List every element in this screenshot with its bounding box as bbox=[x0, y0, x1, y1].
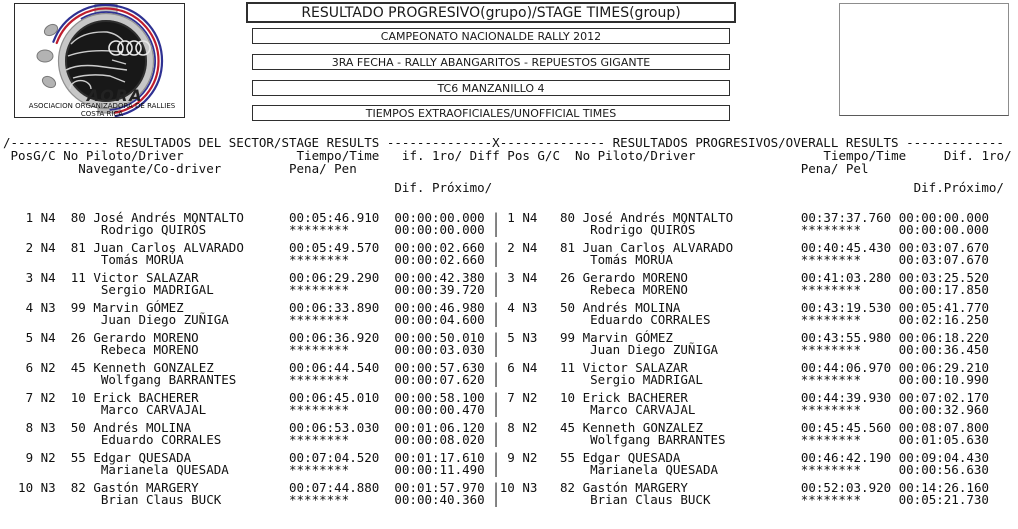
sector-results-title: RESULTADOS DEL SECTOR/STAGE RESULTS bbox=[115, 135, 380, 150]
overall-car-number: 81 bbox=[560, 240, 576, 255]
overall-col-pos: Pos bbox=[507, 148, 530, 163]
panel-separator-bar: | bbox=[492, 390, 500, 405]
row-line-codriver bbox=[3, 224, 1012, 236]
overall-car-number: 11 bbox=[560, 360, 576, 375]
panel-separator-bar: | bbox=[492, 402, 500, 417]
overall-codriver-name: Wolfgang BARRANTES bbox=[590, 432, 801, 447]
overall-results-title: RESULTADOS PROGRESIVOS/OVERALL RESULTS bbox=[612, 135, 899, 150]
overall-diff-to-previous: 00:00:17.850 bbox=[898, 282, 989, 297]
panel-separator-bar: | bbox=[492, 360, 500, 375]
sector-stage-time: 00:07:04.520 bbox=[289, 450, 380, 465]
sector-diff-to-first: 00:00:46.980 bbox=[394, 300, 485, 315]
table-row bbox=[3, 362, 1012, 386]
overall-total-time: 00:46:42.190 bbox=[800, 450, 892, 465]
overall-total-time: 00:43:19.530 bbox=[800, 300, 892, 315]
sector-codriver-name: Eduardo CORRALES bbox=[100, 432, 289, 447]
event-box bbox=[252, 54, 730, 70]
overall-driver-name: Juan Carlos ALVARADO bbox=[582, 240, 801, 255]
sector-diff-to-first: 00:00:50.010 bbox=[394, 330, 485, 345]
sector-car-number: 99 bbox=[63, 300, 86, 315]
sector-diff-to-first: 00:00:58.100 bbox=[394, 390, 485, 405]
overall-col-diff-next: Dif.Próximo/ bbox=[913, 180, 1004, 195]
sector-penalty: ******** bbox=[289, 282, 380, 297]
overall-codriver-name: Rodrigo QUIRÓS bbox=[590, 222, 801, 237]
sector-driver-name: Kenneth GONZALEZ bbox=[93, 360, 290, 375]
overall-diff-to-previous: 00:00:32.960 bbox=[898, 402, 989, 417]
sector-diff-to-previous: 00:00:39.720 bbox=[394, 282, 485, 297]
sector-col-codriver: Navegante/Co-driver bbox=[78, 161, 222, 176]
sector-driver-name: Juan Carlos ALVARADO bbox=[93, 240, 290, 255]
row-line-codriver bbox=[3, 464, 1012, 476]
sector-penalty: ******** bbox=[289, 312, 380, 327]
sector-driver-name: Victor SALAZAR bbox=[93, 270, 290, 285]
sector-car-number: 10 bbox=[63, 390, 86, 405]
sector-pos: 8 bbox=[3, 420, 34, 435]
sector-diff-to-previous: 00:00:08.020 bbox=[394, 432, 485, 447]
overall-driver-name: Marvin GÓMEZ bbox=[582, 330, 801, 345]
results-rows bbox=[3, 212, 1012, 506]
sector-driver-name: Marvin GÓMEZ bbox=[93, 300, 290, 315]
overall-penalty: ******** bbox=[800, 222, 899, 237]
overall-pos: 9 bbox=[499, 450, 515, 465]
panel-separator-bar: | bbox=[492, 450, 500, 465]
panel-separator-bar: | bbox=[492, 312, 500, 327]
overall-group-class: N3 bbox=[522, 480, 538, 495]
sector-car-number: 82 bbox=[63, 480, 86, 495]
sector-codriver-name: Tomás MORÚA bbox=[100, 252, 289, 267]
sector-car-number: 50 bbox=[63, 420, 86, 435]
overall-diff-to-first: 00:07:02.170 bbox=[898, 390, 989, 405]
overall-diff-to-previous: 00:00:10.990 bbox=[898, 372, 989, 387]
column-headers-line-2 bbox=[3, 162, 1012, 175]
sector-pos: 6 bbox=[3, 360, 34, 375]
sector-diff-to-previous: 00:00:11.490 bbox=[394, 462, 485, 477]
sector-pos: 2 bbox=[3, 240, 34, 255]
overall-penalty: ******** bbox=[800, 312, 899, 327]
results-text bbox=[3, 136, 1012, 512]
overall-car-number: 45 bbox=[560, 420, 576, 435]
sector-group-class: N4 bbox=[40, 330, 56, 345]
overall-diff-to-first: 00:06:29.210 bbox=[898, 360, 989, 375]
sector-col-no: No bbox=[63, 148, 79, 163]
sector-codriver-name: Wolfgang BARRANTES bbox=[100, 372, 289, 387]
panel-separator-bar: | bbox=[492, 210, 500, 225]
overall-col-time: Tiempo/Time bbox=[823, 148, 907, 163]
overall-group-class: N4 bbox=[522, 240, 538, 255]
overall-total-time: 00:44:06.970 bbox=[800, 360, 892, 375]
aora-watch-logo bbox=[15, 4, 184, 117]
sector-penalty: ******** bbox=[289, 492, 380, 507]
sector-penalty: ******** bbox=[289, 342, 380, 357]
organization-logo-box bbox=[14, 3, 185, 118]
overall-penalty: ******** bbox=[800, 402, 899, 417]
sector-car-number: 11 bbox=[63, 270, 86, 285]
overall-penalty: ******** bbox=[800, 492, 899, 507]
panel-separator-bar: | bbox=[492, 282, 500, 297]
table-row bbox=[3, 242, 1012, 266]
overall-group-class: N4 bbox=[522, 210, 538, 225]
row-line-codriver bbox=[3, 254, 1012, 266]
overall-pos: 2 bbox=[499, 240, 515, 255]
overall-total-time: 00:52:03.920 bbox=[800, 480, 892, 495]
sector-codriver-name: Marco CARVAJAL bbox=[100, 402, 289, 417]
sector-codriver-name: Rebeca MORENO bbox=[100, 342, 289, 357]
unofficial-times-label: TIEMPOS EXTRAOFICIALES/UNOFFICIAL TIMES bbox=[365, 106, 617, 120]
overall-car-number: 26 bbox=[560, 270, 576, 285]
table-row bbox=[3, 452, 1012, 476]
overall-codriver-name: Sergio MADRIGAL bbox=[590, 372, 801, 387]
sector-group-class: N4 bbox=[40, 270, 56, 285]
overall-driver-name: Edgar QUESADA bbox=[582, 450, 801, 465]
table-row bbox=[3, 212, 1012, 236]
overall-diff-to-previous: 00:01:05.630 bbox=[898, 432, 989, 447]
overall-codriver-name: Juan Diego ZUÑIGA bbox=[590, 342, 801, 357]
row-line-codriver bbox=[3, 404, 1012, 416]
panel-separator-bar: | bbox=[492, 432, 500, 447]
overall-total-time: 00:44:39.930 bbox=[800, 390, 892, 405]
sector-col-diff-next: Dif. Próximo/ bbox=[394, 180, 493, 195]
sector-col-time: Tiempo/Time bbox=[296, 148, 380, 163]
sector-diff-to-previous: 00:00:03.030 bbox=[394, 342, 485, 357]
overall-car-number: 99 bbox=[560, 330, 576, 345]
overall-penalty: ******** bbox=[800, 252, 899, 267]
overall-group-class: N4 bbox=[522, 360, 538, 375]
sector-pos: 5 bbox=[3, 330, 34, 345]
overall-diff-to-first: 00:05:41.770 bbox=[898, 300, 989, 315]
sector-diff-to-previous: 00:00:07.620 bbox=[394, 372, 485, 387]
sector-stage-time: 00:07:44.880 bbox=[289, 480, 380, 495]
overall-pos: 10 bbox=[499, 480, 515, 495]
overall-driver-name: Andrés MOLINA bbox=[582, 300, 801, 315]
overall-driver-name: Victor SALAZAR bbox=[582, 360, 801, 375]
overall-pos: 8 bbox=[499, 420, 515, 435]
overall-total-time: 00:41:03.280 bbox=[800, 270, 892, 285]
sector-penalty: ******** bbox=[289, 402, 380, 417]
sector-driver-name: Erick BACHERER bbox=[93, 390, 290, 405]
overall-total-time: 00:37:37.760 bbox=[800, 210, 892, 225]
sector-diff-to-first: 00:01:57.970 bbox=[394, 480, 485, 495]
report-title-box bbox=[246, 2, 736, 23]
overall-group-class: N2 bbox=[522, 450, 538, 465]
sector-col-driver: Piloto/Driver bbox=[85, 148, 184, 163]
sector-car-number: 81 bbox=[63, 240, 86, 255]
overall-codriver-name: Marianela QUESADA bbox=[590, 462, 801, 477]
panel-separator-bar: | bbox=[492, 222, 500, 237]
overall-penalty: ******** bbox=[800, 372, 899, 387]
overall-penalty: ******** bbox=[800, 342, 899, 357]
overall-col-driver: Piloto/Driver bbox=[597, 148, 696, 163]
org-name-line2: COSTA RICA bbox=[80, 110, 124, 117]
sector-penalty: ******** bbox=[289, 252, 380, 267]
sector-stage-time: 00:05:46.910 bbox=[289, 210, 380, 225]
sector-diff-to-previous: 00:00:00.470 bbox=[394, 402, 485, 417]
overall-car-number: 55 bbox=[560, 450, 576, 465]
stamp-box bbox=[839, 3, 1009, 116]
sector-group-class: N3 bbox=[40, 420, 56, 435]
table-row bbox=[3, 302, 1012, 326]
overall-total-time: 00:45:45.560 bbox=[800, 420, 892, 435]
sector-pos: 7 bbox=[3, 390, 34, 405]
sector-col-diff-first: if. 1ro/ Diff bbox=[401, 148, 500, 163]
table-row bbox=[3, 422, 1012, 446]
overall-total-time: 00:40:45.430 bbox=[800, 240, 892, 255]
sector-group-class: N4 bbox=[40, 240, 56, 255]
sector-pos: 4 bbox=[3, 300, 34, 315]
overall-col-diff-first: Dif. 1ro/ bbox=[943, 148, 1012, 163]
sector-diff-to-first: 00:00:42.380 bbox=[394, 270, 485, 285]
panel-separator-bar: | bbox=[492, 480, 500, 495]
overall-diff-to-first: 00:00:00.000 bbox=[898, 210, 989, 225]
sector-car-number: 26 bbox=[63, 330, 86, 345]
overall-driver-name: Kenneth GONZALEZ bbox=[582, 420, 801, 435]
table-row bbox=[3, 482, 1012, 506]
overall-codriver-name: Marco CARVAJAL bbox=[590, 402, 801, 417]
stage-box bbox=[252, 80, 730, 96]
unofficial-times-box bbox=[252, 105, 730, 121]
sector-stage-time: 00:06:29.290 bbox=[289, 270, 380, 285]
sector-driver-name: Gastón MARGERY bbox=[93, 480, 290, 495]
sector-pos: 3 bbox=[3, 270, 34, 285]
sector-penalty: ******** bbox=[289, 222, 380, 237]
table-row bbox=[3, 392, 1012, 416]
overall-diff-to-first: 00:14:26.160 bbox=[898, 480, 989, 495]
panel-separator-bar: | bbox=[492, 342, 500, 357]
sector-driver-name: Andrés MOLINA bbox=[93, 420, 290, 435]
overall-group-class: N3 bbox=[522, 300, 538, 315]
overall-group-class: N2 bbox=[522, 390, 538, 405]
overall-penalty: ******** bbox=[800, 432, 899, 447]
sector-codriver-name: Juan Diego ZUÑIGA bbox=[100, 312, 289, 327]
sector-codriver-name: Brian Claus BUCK bbox=[100, 492, 289, 507]
overall-codriver-name: Brian Claus BUCK bbox=[590, 492, 801, 507]
sector-codriver-name: Marianela QUESADA bbox=[100, 462, 289, 477]
overall-car-number: 80 bbox=[560, 210, 576, 225]
overall-driver-name: José Andrés MONTALTO bbox=[582, 210, 801, 225]
overall-diff-to-first: 00:08:07.800 bbox=[898, 420, 989, 435]
sector-pos: 1 bbox=[3, 210, 34, 225]
row-line-codriver bbox=[3, 434, 1012, 446]
overall-driver-name: Gerardo MORENO bbox=[582, 270, 801, 285]
overall-penalty: ******** bbox=[800, 282, 899, 297]
sector-stage-time: 00:06:33.890 bbox=[289, 300, 380, 315]
row-line-codriver bbox=[3, 314, 1012, 326]
sector-diff-to-first: 00:01:06.120 bbox=[394, 420, 485, 435]
sector-group-class: N3 bbox=[40, 300, 56, 315]
sector-group-class: N2 bbox=[40, 390, 56, 405]
sector-diff-to-previous: 00:00:04.600 bbox=[394, 312, 485, 327]
overall-diff-to-previous: 00:03:07.670 bbox=[898, 252, 989, 267]
panel-separator-bar: | bbox=[492, 270, 500, 285]
sector-diff-to-previous: 00:00:00.000 bbox=[394, 222, 485, 237]
overall-pos: 1 bbox=[499, 210, 515, 225]
sector-group-class: N3 bbox=[40, 480, 56, 495]
overall-group-class: N2 bbox=[522, 420, 538, 435]
sector-penalty: ******** bbox=[289, 372, 380, 387]
sector-diff-to-first: 00:01:17.610 bbox=[394, 450, 485, 465]
overall-diff-to-previous: 00:00:56.630 bbox=[898, 462, 989, 477]
overall-car-number: 10 bbox=[560, 390, 576, 405]
overall-group-class: N3 bbox=[522, 330, 538, 345]
sector-car-number: 80 bbox=[63, 210, 86, 225]
overall-col-group: G/C bbox=[537, 148, 560, 163]
sector-driver-name: Gerardo MORENO bbox=[93, 330, 290, 345]
overall-diff-to-previous: 00:00:00.000 bbox=[898, 222, 989, 237]
overall-diff-to-previous: 00:00:36.450 bbox=[898, 342, 989, 357]
sector-car-number: 45 bbox=[63, 360, 86, 375]
panel-separator-bar: | bbox=[492, 252, 500, 267]
sector-diff-to-first: 00:00:57.630 bbox=[394, 360, 485, 375]
watch-crown bbox=[40, 74, 57, 90]
panel-separator-bar: | bbox=[492, 372, 500, 387]
overall-pos: 4 bbox=[499, 300, 515, 315]
section-rule-line: /------------- RESULTADOS DEL SECTOR/STAGE RESULTS --------------X-------------- RESULTADOS PROGRESIVOS/OVERALL RESULTS ------------- bbox=[3, 135, 1004, 150]
overall-group-class: N4 bbox=[522, 270, 538, 285]
overall-codriver-name: Rebeca MORENO bbox=[590, 282, 801, 297]
row-line-codriver bbox=[3, 284, 1012, 296]
panel-separator-bar: | bbox=[492, 420, 500, 435]
overall-pos: 6 bbox=[499, 360, 515, 375]
overall-penalty: ******** bbox=[800, 462, 899, 477]
overall-diff-to-first: 00:03:25.520 bbox=[898, 270, 989, 285]
sector-diff-to-first: 00:00:02.660 bbox=[394, 240, 485, 255]
overall-driver-name: Gastón MARGERY bbox=[582, 480, 801, 495]
overall-codriver-name: Eduardo CORRALES bbox=[590, 312, 801, 327]
sector-group-class: N4 bbox=[40, 210, 56, 225]
sector-col-pen: Pena/ Pen bbox=[289, 161, 357, 176]
sector-stage-time: 00:06:44.540 bbox=[289, 360, 380, 375]
column-headers-line-3 bbox=[3, 181, 1012, 194]
sector-col-pos: Pos bbox=[10, 148, 34, 163]
sector-codriver-name: Rodrigo QUIRÓS bbox=[100, 222, 289, 237]
overall-codriver-name: Tomás MORÚA bbox=[590, 252, 801, 267]
overall-pos: 7 bbox=[499, 390, 515, 405]
sector-driver-name: Edgar QUESADA bbox=[93, 450, 290, 465]
overall-col-no: No bbox=[575, 148, 591, 163]
org-abbreviation: AORA bbox=[86, 86, 144, 105]
table-row bbox=[3, 332, 1012, 356]
panel-separator-bar: | bbox=[492, 462, 500, 477]
table-row bbox=[3, 272, 1012, 296]
overall-total-time: 00:43:55.980 bbox=[800, 330, 892, 345]
sector-col-group: G/C bbox=[33, 148, 56, 163]
overall-diff-to-previous: 00:05:21.730 bbox=[898, 492, 989, 507]
sector-group-class: N2 bbox=[40, 450, 56, 465]
championship-label: CAMPEONATO NACIONALDE RALLY 2012 bbox=[380, 29, 602, 43]
row-line-codriver bbox=[3, 494, 1012, 506]
sector-diff-to-previous: 00:00:02.660 bbox=[394, 252, 485, 267]
sector-penalty: ******** bbox=[289, 432, 380, 447]
sector-diff-to-first: 00:00:00.000 bbox=[394, 210, 485, 225]
sector-stage-time: 00:06:45.010 bbox=[289, 390, 380, 405]
panel-separator-bar: | bbox=[492, 300, 500, 315]
sector-penalty: ******** bbox=[289, 462, 380, 477]
sector-stage-time: 00:05:49.570 bbox=[289, 240, 380, 255]
report-title: RESULTADO PROGRESIVO(grupo)/STAGE TIMES(group) bbox=[301, 4, 681, 21]
sector-diff-to-previous: 00:00:40.360 bbox=[394, 492, 485, 507]
overall-car-number: 82 bbox=[560, 480, 576, 495]
sector-pos: 9 bbox=[3, 450, 34, 465]
overall-col-pen: Pena/ Pel bbox=[800, 161, 869, 176]
overall-diff-to-first: 00:03:07.670 bbox=[898, 240, 989, 255]
sector-codriver-name: Sergio MADRIGAL bbox=[100, 282, 289, 297]
championship-box bbox=[252, 28, 730, 44]
sector-stage-time: 00:06:53.030 bbox=[289, 420, 380, 435]
overall-driver-name: Erick BACHERER bbox=[582, 390, 801, 405]
overall-pos: 3 bbox=[499, 270, 515, 285]
overall-car-number: 50 bbox=[560, 300, 576, 315]
watch-crown bbox=[37, 50, 53, 62]
overall-pos: 5 bbox=[499, 330, 515, 345]
sector-driver-name: José Andrés MONTALTO bbox=[93, 210, 290, 225]
overall-diff-to-first: 00:09:04.430 bbox=[898, 450, 989, 465]
panel-separator-bar: | bbox=[492, 330, 500, 345]
org-name-line1: ASOCIACION ORGANIZADORA DE RALLIES bbox=[28, 102, 176, 110]
panel-separator-bar: | bbox=[492, 240, 500, 255]
stage-label: TC6 MANZANILLO 4 bbox=[437, 81, 545, 95]
sector-pos: 10 bbox=[3, 480, 34, 495]
overall-diff-to-first: 00:06:18.220 bbox=[898, 330, 989, 345]
panel-separator-bar: | bbox=[492, 492, 500, 507]
overall-diff-to-previous: 00:02:16.250 bbox=[898, 312, 989, 327]
sector-stage-time: 00:06:36.920 bbox=[289, 330, 380, 345]
event-label: 3RA FECHA - RALLY ABANGARITOS - REPUESTOS GIGANTE bbox=[331, 55, 651, 69]
row-line-codriver bbox=[3, 344, 1012, 356]
sector-group-class: N2 bbox=[40, 360, 56, 375]
row-line-codriver bbox=[3, 374, 1012, 386]
sector-car-number: 55 bbox=[63, 450, 86, 465]
